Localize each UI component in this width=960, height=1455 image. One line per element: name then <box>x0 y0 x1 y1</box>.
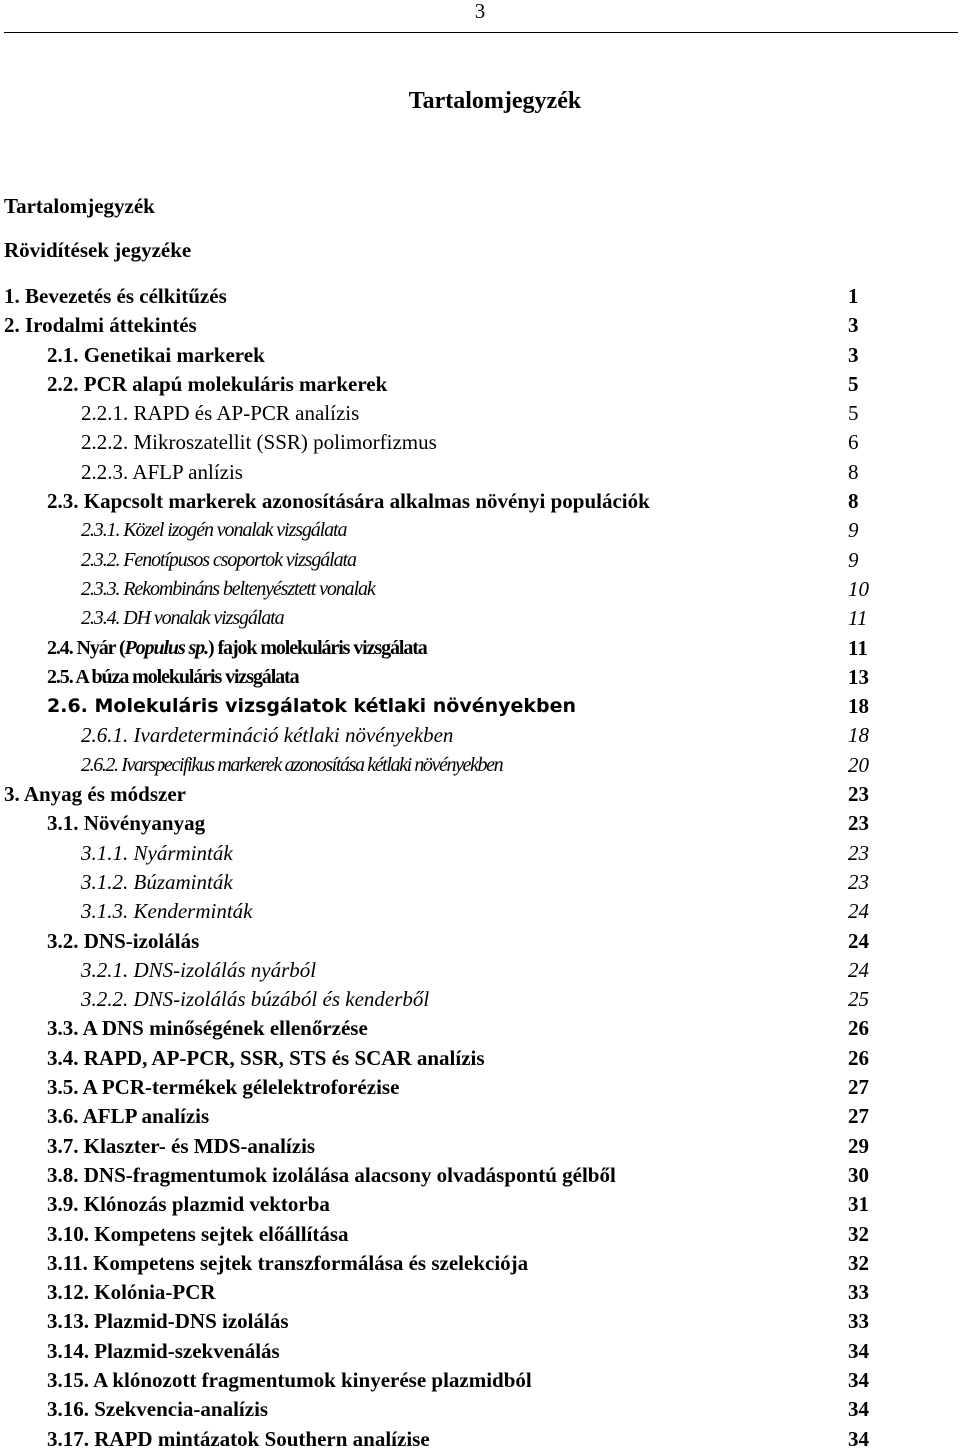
toc-entry <box>0 752 960 781</box>
toc-entry-page: 27 <box>848 1104 869 1129</box>
toc-entry-label: 2.1. Genetikai markerek <box>47 342 265 367</box>
toc-entry-label: 3.10. Kompetens sejtek előállítása <box>47 1221 349 1246</box>
toc-entry-label: 3. Anyag és módszer <box>4 782 186 807</box>
toc-entry-label: 3.5. A PCR-termékek gélelektroforézise <box>47 1075 400 1100</box>
toc-entry <box>0 1015 960 1044</box>
toc-entry-page: 26 <box>848 1045 869 1070</box>
toc-entry-label: 3.2.1. DNS-izolálás nyárból <box>81 957 317 982</box>
toc-entry <box>0 664 960 693</box>
toc-entry-label <box>47 635 427 661</box>
toc-entry-label: 2.6. Molekuláris vizsgálatok kétlaki növényekben <box>47 695 577 718</box>
toc-entry-page: 34 <box>848 1426 869 1451</box>
page-title: Tartalomjegyzék <box>408 88 582 114</box>
toc-entry-page: 18 <box>848 694 869 719</box>
toc-entry <box>0 605 960 634</box>
toc-entry-page: 6 <box>848 430 859 455</box>
toc-entry <box>0 1045 960 1074</box>
toc-entry-label: 3.3. A DNS minőségének ellenőrzése <box>47 1016 368 1041</box>
toc-entry-label: 2.2. PCR alapú molekuláris markerek <box>47 371 388 396</box>
toc-entry-label: 2.5. A búza molekuláris vizsgálata <box>47 665 299 688</box>
toc-entry <box>0 722 960 751</box>
toc-entry <box>0 342 960 371</box>
toc-entry-page: 5 <box>848 401 859 426</box>
toc-entry-page: 34 <box>848 1367 869 1392</box>
toc-entry-page: 13 <box>848 664 869 689</box>
toc-entry <box>0 635 960 664</box>
toc-entry <box>0 371 960 400</box>
toc-entry <box>0 429 960 458</box>
toc-entry-label: 3.15. A klónozott fragmentumok kinyerése plazmidból <box>47 1367 532 1392</box>
toc-entry <box>0 1221 960 1250</box>
toc-entry-page: 23 <box>848 840 869 865</box>
toc-entry-page: 33 <box>848 1309 869 1334</box>
front-matter-abbreviations: Rövidítések jegyzéke <box>4 238 192 262</box>
toc-entry <box>0 488 960 517</box>
toc-entry-label: 3.7. Klaszter- és MDS-analízis <box>47 1133 316 1158</box>
toc-entry-label: 3.6. AFLP analízis <box>47 1104 210 1129</box>
toc-entry-label: 1. Bevezetés és célkitűzés <box>4 284 227 308</box>
toc-entry-label-part: ) fajok molekuláris vizsgálata <box>208 636 427 659</box>
toc-entry <box>0 1250 960 1279</box>
toc-entry-page: 24 <box>848 928 869 953</box>
toc-entry-page: 32 <box>848 1250 869 1275</box>
toc-entry <box>0 1162 960 1191</box>
toc-entry-label: 3.1.2. Búzaminták <box>81 869 233 894</box>
toc-entry-label: 3.11. Kompetens sejtek transzformálása és szelekciója <box>47 1250 529 1275</box>
toc-entry-page: 30 <box>848 1162 869 1187</box>
toc-entry <box>0 928 960 957</box>
toc-entry-label: 2.3.1. Közel izogén vonalak vizsgálata <box>81 519 347 542</box>
toc-entry <box>0 810 960 839</box>
toc-entry-label: 3.4. RAPD, AP-PCR, SSR, STS és SCAR analízis <box>47 1045 485 1070</box>
toc-entry-page: 3 <box>848 313 859 338</box>
toc-entry-label: 2.2.2. Mikroszatellit (SSR) polimorfizmus <box>81 430 437 455</box>
toc-entry <box>0 693 960 722</box>
taxon-name: Populus sp. <box>124 636 209 659</box>
toc-entry-page: 9 <box>848 518 859 543</box>
toc-entry-page: 34 <box>848 1338 869 1363</box>
toc-entry <box>0 1338 960 1367</box>
toc-entry-label: 2.3.3. Rekombináns beltenyésztett vonalak <box>81 577 375 600</box>
toc-entry-label: 3.1. Növényanyag <box>47 811 206 836</box>
toc-entry-page: 11 <box>848 635 868 660</box>
header-rule <box>4 32 958 33</box>
toc-entry <box>0 957 960 986</box>
toc-entry-page: 10 <box>848 576 869 601</box>
toc-entry-page: 11 <box>848 606 868 631</box>
toc-entry-label: 3.9. Klónozás plazmid vektorba <box>47 1192 330 1217</box>
toc-entry-label: 2.6.1. Ivardetermináció kétlaki növényekben <box>81 723 454 748</box>
toc-entry-page: 26 <box>848 1016 869 1041</box>
toc-entry-page: 9 <box>848 547 859 572</box>
toc-entry <box>0 1279 960 1308</box>
toc-entry-label: 3.17. RAPD mintázatok Southern analízise <box>47 1426 430 1451</box>
toc-entry-page: 32 <box>848 1221 869 1246</box>
toc-entry-page: 25 <box>848 987 869 1012</box>
toc-entry-label: 2.3.4. DH vonalak vizsgálata <box>81 607 284 630</box>
toc-entry-page: 20 <box>848 752 869 777</box>
toc-entry <box>0 1074 960 1103</box>
toc-entry <box>0 400 960 429</box>
toc-entry-label: 3.8. DNS-fragmentumok izolálása alacsony olvadáspontú gélből <box>47 1162 616 1187</box>
toc-entry <box>0 459 960 488</box>
toc-entry-page: 8 <box>848 459 859 484</box>
toc-entry <box>0 312 960 341</box>
toc-entry-label: 3.1.3. Kenderminták <box>81 899 253 924</box>
toc-entry-page: 33 <box>848 1280 869 1305</box>
toc-entry-label: 2.6.2. Ivarspecifikus markerek azonosítása kétlaki növényekben <box>81 753 503 776</box>
toc-entry-label-part: 2.4. Nyár ( <box>47 636 125 659</box>
toc-entry-label: 3.2. DNS-izolálás <box>47 928 200 953</box>
toc-entry <box>0 1133 960 1162</box>
toc-entry <box>0 1396 960 1425</box>
toc-entry-page: 23 <box>848 869 869 894</box>
toc-entry-label: 3.16. Szekvencia-analízis <box>47 1397 269 1422</box>
toc-entry <box>0 869 960 898</box>
toc-entry-page: 29 <box>848 1133 869 1158</box>
toc-entry-page: 24 <box>848 957 869 982</box>
toc-entry <box>0 781 960 810</box>
toc-entry <box>0 1426 960 1455</box>
front-matter-toc: Tartalomjegyzék <box>4 194 155 218</box>
toc-entry-label: 3.2.2. DNS-izolálás búzából és kenderből <box>81 987 430 1012</box>
toc-entry-page: 34 <box>848 1397 869 1422</box>
toc-entry-page: 5 <box>848 371 859 396</box>
toc-entry-label: 2.2.3. AFLP anlízis <box>81 459 243 484</box>
toc-entry <box>0 283 960 312</box>
toc-entry-page: 3 <box>848 342 859 367</box>
toc-entry <box>0 576 960 605</box>
toc-entry-label: 3.13. Plazmid-DNS izolálás <box>47 1309 289 1334</box>
toc-entry <box>0 517 960 546</box>
toc-entry <box>0 840 960 869</box>
toc-entry <box>0 1308 960 1337</box>
toc-entry <box>0 986 960 1015</box>
toc-entry-page: 8 <box>848 489 859 514</box>
toc-entry <box>0 1191 960 1220</box>
toc-entry <box>0 547 960 576</box>
toc-entry-label: 2.3. Kapcsolt markerek azonosítására alkalmas növényi populációk <box>47 489 650 514</box>
toc-list <box>0 283 960 1455</box>
toc-entry <box>0 1103 960 1132</box>
toc-entry-page: 31 <box>848 1192 869 1217</box>
toc-entry-label: 2.3.2. Fenotípusos csoportok vizsgálata <box>81 548 356 571</box>
toc-entry <box>0 1367 960 1396</box>
toc-entry-page: 24 <box>848 899 869 924</box>
toc-entry-page: 23 <box>848 782 869 807</box>
toc-entry <box>0 898 960 927</box>
toc-entry-page: 27 <box>848 1075 869 1100</box>
toc-entry-label: 2. Irodalmi áttekintés <box>4 313 197 338</box>
toc-entry-label: 3.12. Kolónia-PCR <box>47 1280 216 1305</box>
page-number: 3 <box>474 0 486 23</box>
toc-entry-label: 3.1.1. Nyárminták <box>81 840 233 865</box>
toc-entry-page: 18 <box>848 723 869 748</box>
toc-entry-page: 23 <box>848 811 869 836</box>
toc-entry-page: 1 <box>848 284 859 308</box>
toc-entry-label: 3.14. Plazmid-szekvenálás <box>47 1338 280 1363</box>
toc-entry-label: 2.2.1. RAPD és AP-PCR analízis <box>81 401 360 426</box>
